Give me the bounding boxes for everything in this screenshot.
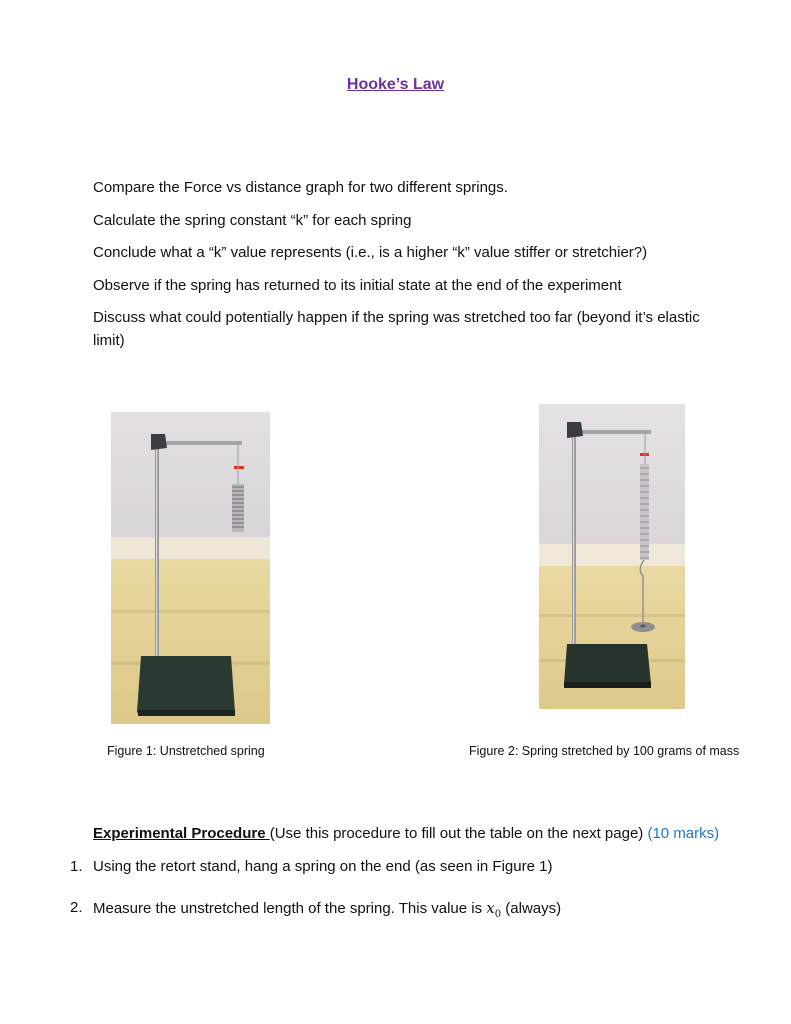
procedure-heading [93,825,719,842]
figure-1-photo [111,412,270,724]
step-text-tail: (always) [501,900,562,917]
step-number: 2. [70,899,83,916]
figure-1-caption: Figure 1: Unstretched spring [107,744,265,758]
step-text-main: Measure the unstretched length of the spring. This value is [93,900,487,917]
x-naught-symbol [486,899,502,920]
objective-calculate: Calculate the spring constant “k” for each spring [93,212,412,229]
objective-conclude: Conclude what a “k” value represents (i.e., is a higher “k” value stiffer or stretchier?) [93,244,648,261]
arm-rod [156,441,242,445]
base [137,656,235,716]
subscript: 0 [494,909,502,920]
procedure-title: Experimental Procedure [93,825,270,842]
stretched-spring [640,464,649,560]
variable: x [486,899,495,917]
spring [232,484,244,532]
objective-compare: Compare the Force vs distance graph for two different springs. [93,179,508,196]
figure-2-photo [539,404,685,709]
step-number: 1. [70,858,83,875]
figure-2-caption: Figure 2: Spring stretched by 100 grams of mass [469,744,740,758]
page-title: Hooke’s Law [346,76,445,93]
objective-observe: Observe if the spring has returned to its initial state at the end of the experiment [93,277,622,294]
objective-discuss: Discuss what could potentially happen if the spring was stretched too far (beyond it’s elastic limit) [93,309,700,349]
clamp [151,434,167,450]
procedure-note: (Use this procedure to fill out the table on the next page) [269,825,644,842]
step-text: Using the retort stand, hang a spring on the end (as seen in Figure 1) [93,858,553,875]
step-text [93,899,561,920]
procedure-marks: (10 marks) [647,825,720,842]
